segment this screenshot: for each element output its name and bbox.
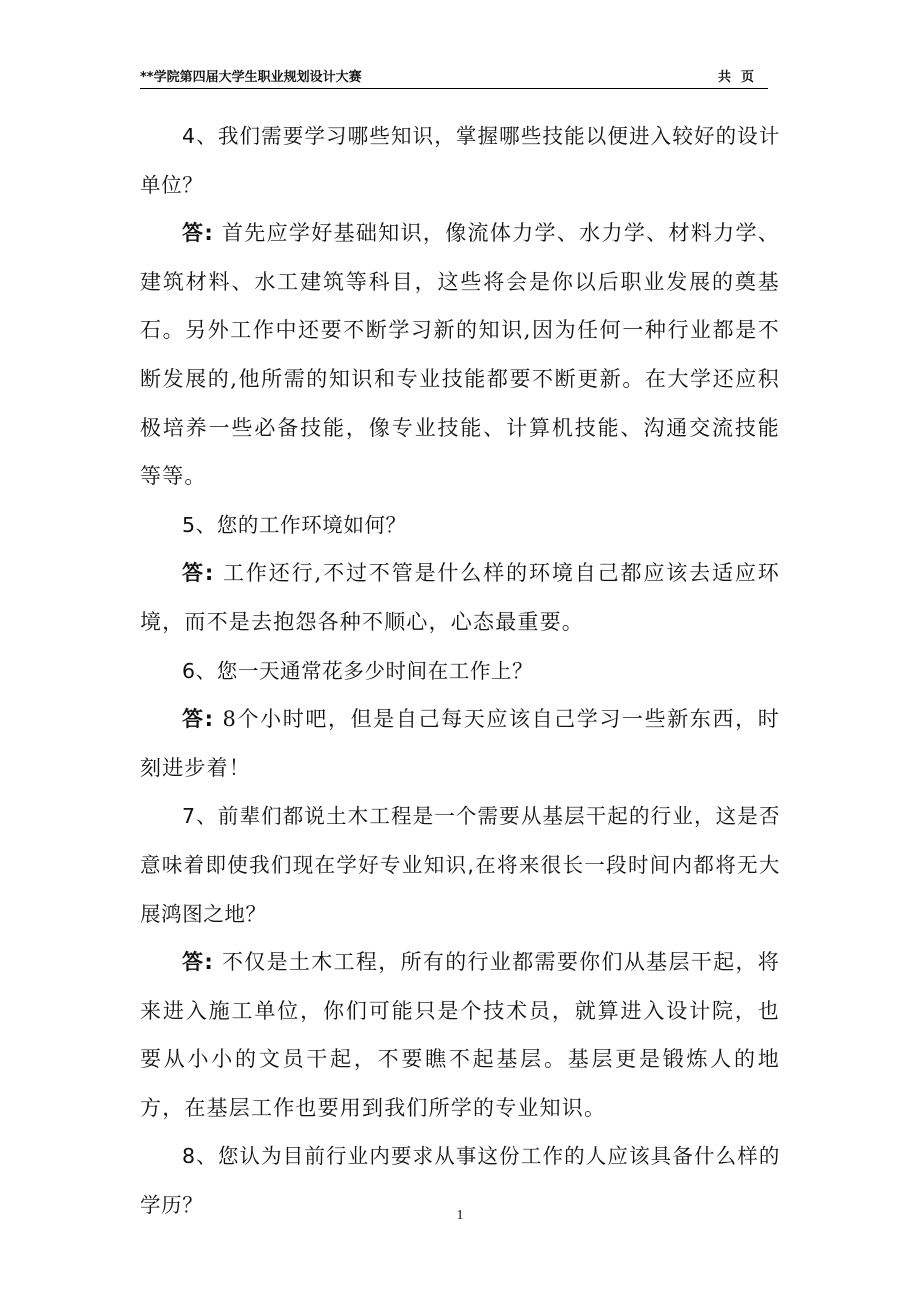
answer-label: 答: bbox=[182, 221, 214, 246]
question-4: 4、我们需要学习哪些知识，掌握哪些技能以便进入较好的设计单位？ bbox=[140, 124, 780, 197]
answer-text: 不仅是土木工程，所有的行业都需要你们从基层干起，将来进入施工单位，你们可能只是个技术员，就算进入设计院，也要从小小的文员干起，不要瞧不起基层。基层更是锻炼人的地方，在基层工作也要用到我们所学的专业知识。 bbox=[140, 950, 780, 1120]
question-7: 7、前辈们都说土木工程是一个需要从基层干起的行业，这是否意味着即使我们现在学好专业知识,在将来很长一段时间内都将无大展鸿图之地？ bbox=[140, 804, 780, 926]
document-body bbox=[140, 112, 780, 1230]
question-8: 8、您认为目前行业内要求从事这份工作的人应该具备什么样的学历？ bbox=[140, 1144, 780, 1218]
answer-4 bbox=[140, 209, 780, 501]
answer-5 bbox=[140, 549, 780, 646]
page-number: 1 bbox=[456, 1208, 464, 1223]
header-page-count: 共页 bbox=[717, 70, 764, 85]
answer-label: 答: bbox=[182, 950, 214, 975]
header-title: **学院第四届大学生职业规划设计大赛 bbox=[140, 70, 362, 85]
answer-text: 首先应学好基础知识，像流体力学、水力学、材料力学、建筑材料、水工建筑等科目，这些将会是你以后职业发展的奠基石。另外工作中还要不断学习新的知识,因为任何一种行业都是不断发展的,他所需的知识和专业技能都要不断更新。在大学还应积极培养一些必备技能，像专业技能、计算机技能、沟通交流技能等等。 bbox=[140, 221, 780, 489]
answer-text: 工作还行,不过不管是什么样的环境自己都应该去适应环境，而不是去抱怨各种不顺心，心态最重要。 bbox=[140, 561, 780, 634]
answer-7 bbox=[140, 938, 780, 1132]
question-5: 5、您的工作环境如何？ bbox=[182, 512, 407, 537]
question-6: 6、您一天通常花多少时间在工作上？ bbox=[182, 658, 534, 683]
answer-6 bbox=[140, 695, 780, 792]
answer-text: 8个小时吧，但是自己每天应该自己学习一些新东西，时刻进步着！ bbox=[140, 707, 780, 780]
answer-label: 答: bbox=[182, 561, 215, 586]
answer-label: 答: bbox=[182, 707, 215, 732]
page-header bbox=[140, 68, 768, 89]
